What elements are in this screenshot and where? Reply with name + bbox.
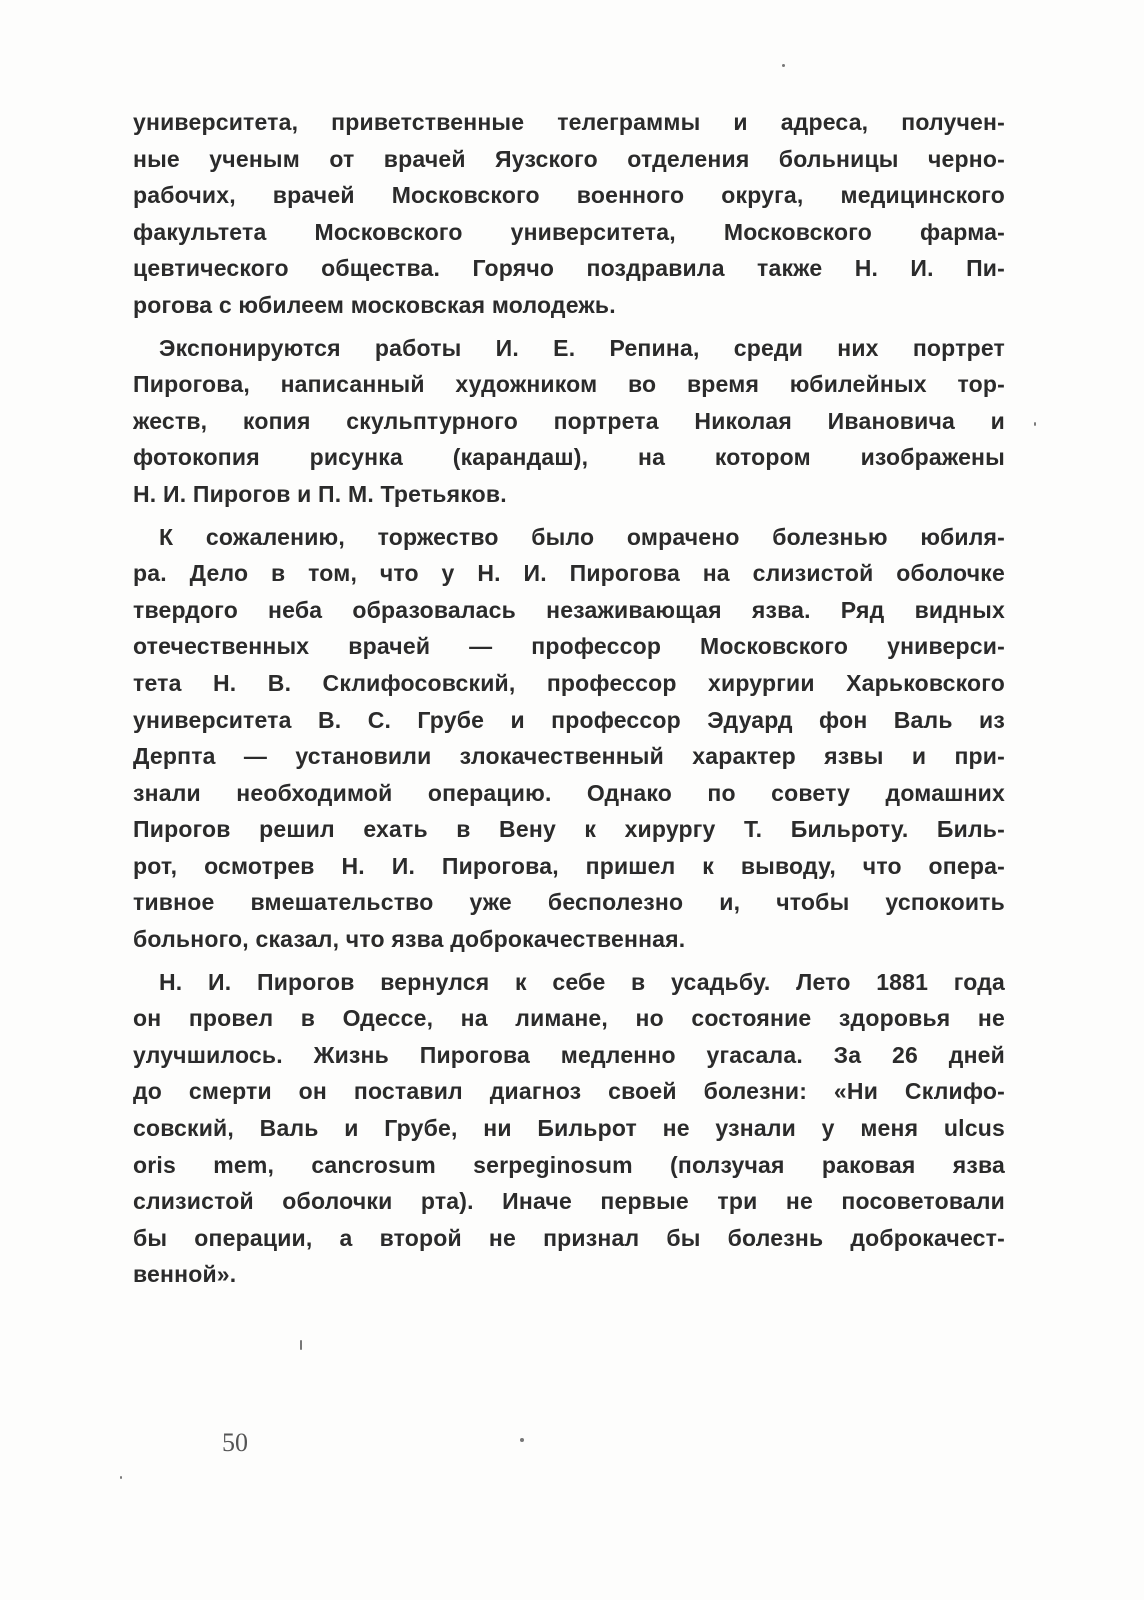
text-line: рот, осмотрев Н. И. Пирогова, пришел к выводу, что опера- <box>133 852 1005 879</box>
text-line: ные ученым от врачей Яузского отделения больницы черно- <box>133 145 1005 172</box>
text-line: больного, сказал, что язва доброкачественная. <box>133 926 686 953</box>
text-line: улучшилось. Жизнь Пирогова медленно угасала. За 26 дней <box>133 1041 1005 1068</box>
text-line: университета, приветственные телеграммы и адреса, получен- <box>133 109 1005 135</box>
scan-speck <box>300 1340 302 1350</box>
paragraph-3 <box>133 519 1005 958</box>
text-line: тивное вмешательство уже бесполезно и, чтобы успокоить <box>133 889 1005 916</box>
text-line: Экспонируются работы И. Е. Репина, среди них портрет <box>159 334 1005 361</box>
text-line: Н. И. Пирогов вернулся к себе в усадьбу. Лето 1881 года <box>159 968 1005 995</box>
page-number: 50 <box>222 1428 248 1457</box>
text-line: слизистой оболочки рта). Иначе первые три не посоветовали <box>133 1188 1005 1215</box>
text-line: Пирогов решил ехать в Вену к хирургу Т. Бильроту. Биль- <box>133 816 1005 843</box>
text-line: университета В. С. Грубе и профессор Эдуард фон Валь из <box>133 706 1005 733</box>
paragraph-1 <box>133 104 1005 324</box>
scan-speck <box>782 64 785 67</box>
text-line: рабочих, врачей Московского военного округа, медицинского <box>133 182 1005 209</box>
text-line: ра. Дело в том, что у Н. И. Пирогова на слизистой оболочке <box>133 560 1005 587</box>
scan-speck <box>520 1438 524 1442</box>
text-line: бы операции, а второй не признал бы болезнь доброкачест- <box>133 1224 1005 1251</box>
text-line: совский, Валь и Грубе, ни Бильрот не узнали у меня ulcus <box>133 1115 1005 1142</box>
text-line: жеств, копия скульптурного портрета Николая Ивановича и <box>133 407 1005 434</box>
scan-speck <box>1034 422 1036 426</box>
text-line: венной». <box>133 1261 237 1288</box>
text-line: рогова с юбилеем московская молодежь. <box>133 291 616 318</box>
text-line: фотокопия рисунка (карандаш), на котором изображены <box>133 444 1005 471</box>
text-line: Пирогова, написанный художником во время юбилейных тор- <box>133 371 1005 398</box>
text-line: отечественных врачей — профессор Московского универси- <box>133 633 1005 660</box>
body-text <box>133 104 1005 1293</box>
text-line: Дерпта — установили злокачественный характер язвы и при- <box>133 743 1005 770</box>
scan-speck <box>120 1476 122 1479</box>
paragraph-2 <box>133 330 1005 513</box>
text-line: знали необходимой операцию. Однако по совету домашних <box>133 779 1005 806</box>
text-line: Н. И. Пирогов и П. М. Третьяков. <box>133 480 507 507</box>
text-line: К сожалению, торжество было омрачено болезнью юбиля- <box>159 523 1005 550</box>
text-line: цевтического общества. Горячо поздравила также Н. И. Пи- <box>133 255 1005 282</box>
text-line: тета Н. В. Склифосовский, профессор хирургии Харьковского <box>133 669 1005 696</box>
text-line: oris mem, cancrosum serpeginosum (ползучая раковая язва <box>133 1151 1005 1178</box>
text-line: факультета Московского университета, Московского фарма- <box>133 218 1005 245</box>
text-line: до смерти он поставил диагноз своей болезни: «Ни Склифо- <box>133 1078 1005 1105</box>
text-line: твердого неба образовалась незаживающая язва. Ряд видных <box>133 596 1005 623</box>
text-line: он провел в Одессе, на лимане, но состояние здоровья не <box>133 1005 1005 1032</box>
paragraph-4 <box>133 964 1005 1293</box>
